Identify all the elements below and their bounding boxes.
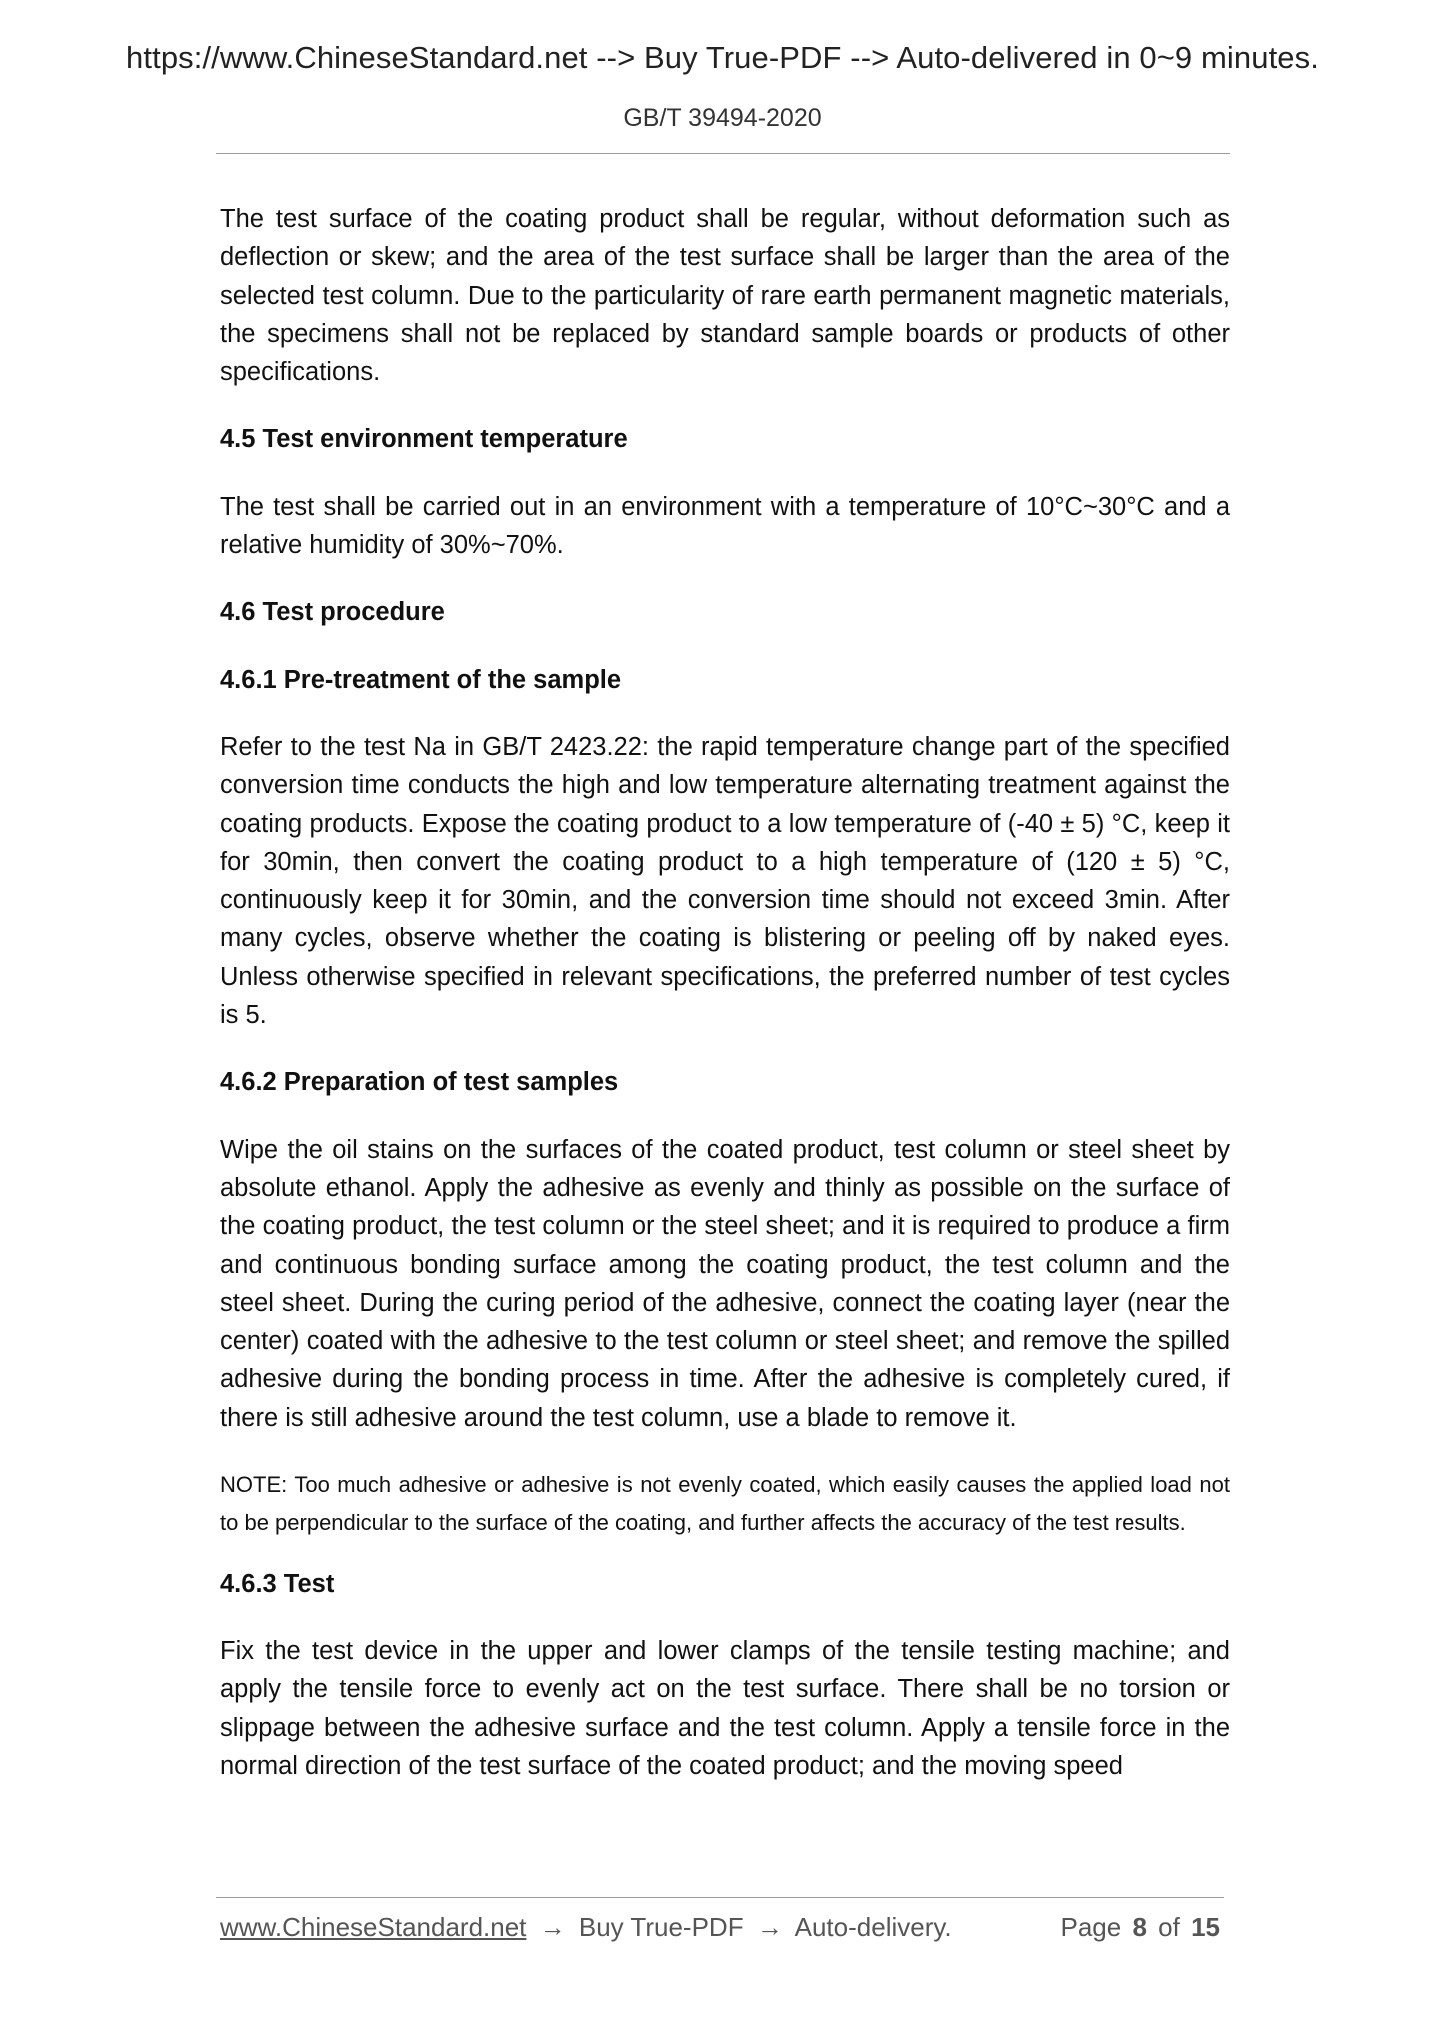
- intro-paragraph: The test surface of the coating product shall be regular, without deformation such as deflection or skew; and the area of the test surface shall be larger than the area of the selected test column. Due to the particularity of rare earth permanent magnetic materials, the specimens shall not be replaced by standard sample boards or products of other specifications.: [220, 205, 1230, 387]
- footer-delivery-text: Auto-delivery.: [794, 1912, 952, 1942]
- footer-buy-text: Buy True-PDF: [578, 1912, 744, 1942]
- page-indicator: [1060, 1912, 1224, 1943]
- footer: [220, 1912, 1224, 1943]
- footer-divider: [216, 1897, 1224, 1898]
- footer-arrow-icon: →: [756, 1912, 783, 1942]
- footer-site-link[interactable]: www.ChineseStandard.net: [220, 1912, 527, 1942]
- header-divider: [216, 153, 1230, 154]
- section-4-5-heading: 4.5 Test environment temperature: [220, 425, 628, 454]
- section-4-6-2-heading: 4.6.2 Preparation of test samples: [220, 1068, 619, 1097]
- footer-arrow-icon: →: [539, 1912, 566, 1942]
- document-body: [220, 200, 1230, 1785]
- section-4-5-text: The test shall be carried out in an environment with a temperature of 10°C~30°C and a relative humidity of 30%~70%.: [220, 492, 1230, 560]
- page-number: 8: [1132, 1912, 1147, 1942]
- section-4-6-2-text: Wipe the oil stains on the surfaces of the coated product, test column or steel sheet by absolute ethanol. Apply the adhesive as evenly and thinly as possible on the surface of the coating product, the test column or the steel sheet; and it is required to produce a firm and continuous bonding surface among the coating product, the test column and the steel sheet. During the curing period of the adhesive, connect the coating layer (near the center) coated with the adhesive to the test column or steel sheet; and remove the spilled adhesive during the bonding process in time. After the adhesive is completely cured, if there is still adhesive around the test column, use a blade to remove it.: [220, 1135, 1230, 1432]
- section-4-6-3-text: Fix the test device in the upper and lower clamps of the tensile testing machine; and apply the tensile force to evenly act on the test surface. There shall be no torsion or slippage between the adhesive surface and the test column. Apply a tensile force in the normal direction of the test surface of the coated product; and the moving speed: [220, 1636, 1230, 1780]
- section-4-6-3-heading: 4.6.3 Test: [220, 1569, 335, 1598]
- section-4-6-1-heading: 4.6.1 Pre-treatment of the sample: [220, 665, 622, 694]
- note-text: NOTE: Too much adhesive or adhesive is not evenly coated, which easily causes the applied load not to be perpendicular to the surface of the coating, and further affects the accuracy of the test results.: [220, 1472, 1230, 1536]
- section-4-6-heading: 4.6 Test procedure: [220, 598, 445, 627]
- section-4-6-1-text: Refer to the test Na in GB/T 2423.22: the rapid temperature change part of the specified conversion time conducts the high and low temperature alternating treatment against the coating products. Expose the coating product to a low temperature of (-40 ± 5) °C, keep it for 30min, then convert the coating product to a high temperature of (120 ± 5) °C, continuously keep it for 30min, and the conversion time should not exceed 3min. After many cycles, observe whether the coating is blistering or peeling off by naked eyes. Unless otherwise specified in relevant specifications, the preferred number of test cycles is 5.: [220, 732, 1230, 1030]
- page-total: 15: [1191, 1912, 1220, 1942]
- header-banner[interactable]: https://www.ChineseStandard.net --> Buy True-PDF --> Auto-delivered in 0~9 minutes.: [126, 40, 1319, 75]
- of-label: of: [1158, 1912, 1180, 1942]
- page-label: Page: [1060, 1912, 1122, 1942]
- standard-code: GB/T 39494-2020: [623, 104, 822, 132]
